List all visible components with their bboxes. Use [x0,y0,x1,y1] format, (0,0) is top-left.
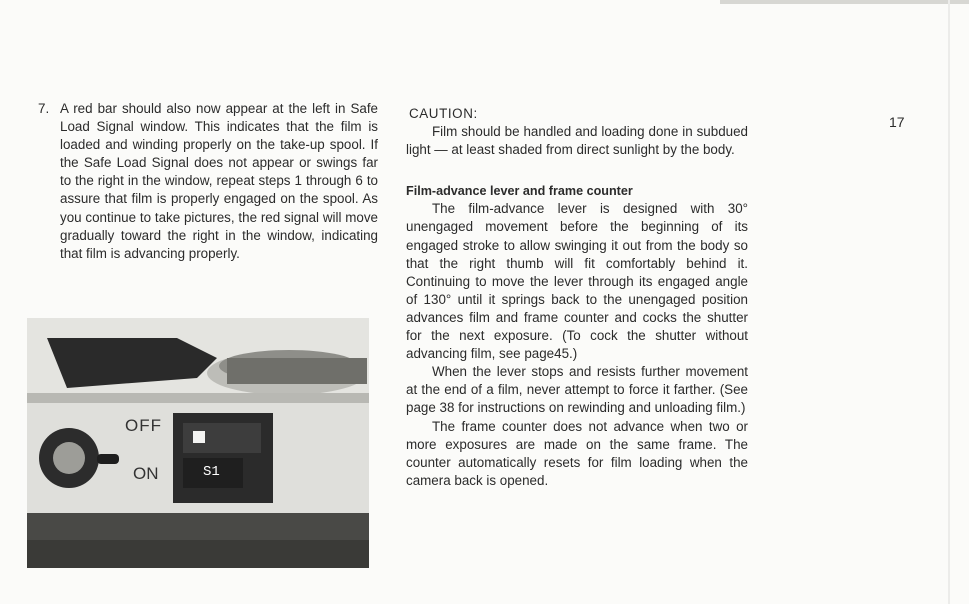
section-paragraph-2: When the lever stops and resists further movement at the end of a film, never attempt to force it farther. (See page 38 for instructions on rewinding and unloading film.) [406,364,748,416]
section-heading: Film-advance lever and frame counter [406,184,633,199]
right-column [406,105,748,490]
step-7 [38,100,378,263]
caution-text: Film should be handled and loading done in subdued light — at least shaded from direct sunlight by the body. [406,124,748,158]
section-paragraph-1: The film-advance lever is designed with 30° unengaged movement before the beginning of its engaged stroke to allow swinging it out from the body so that the right thumb will fit comfortably behind it. Continuing to move the lever through its engaged angle of 130° until it springs back to the unengaged position advances film and frame counter and cocks the shutter for the next exposure. (To cock the shutter without advancing film, see page45.) [406,201,748,362]
camera-photo [27,318,369,568]
section-paragraph-3: The frame counter does not advance when two or more exposures are made on the same frame. The counter automatically resets for film loading when the camera back is opened. [406,418,748,488]
on-label: ON [133,464,159,483]
step-text: A red bar should also now appear at the left in Safe Load Signal window. This indicates that the film is loaded and winding properly on the take-up spool. If the Safe Load Signal does not appear or swings far to the right in the window, repeat steps 1 through 6 to assure that film is properly engaged on the spool. As you continue to take pictures, the red signal will move gradually toward the right in the window, indicating that film is advancing properly. [60,101,378,261]
off-label: OFF [125,416,162,435]
top-rule [720,0,969,4]
page-number: 17 [889,114,905,130]
caution-heading: CAUTION: [409,106,478,121]
step-number: 7. [38,101,50,116]
camera-top-illustration [27,318,369,568]
safe-load-window-label: S1 [203,464,220,480]
page-edge [948,0,950,604]
left-column [38,100,378,263]
